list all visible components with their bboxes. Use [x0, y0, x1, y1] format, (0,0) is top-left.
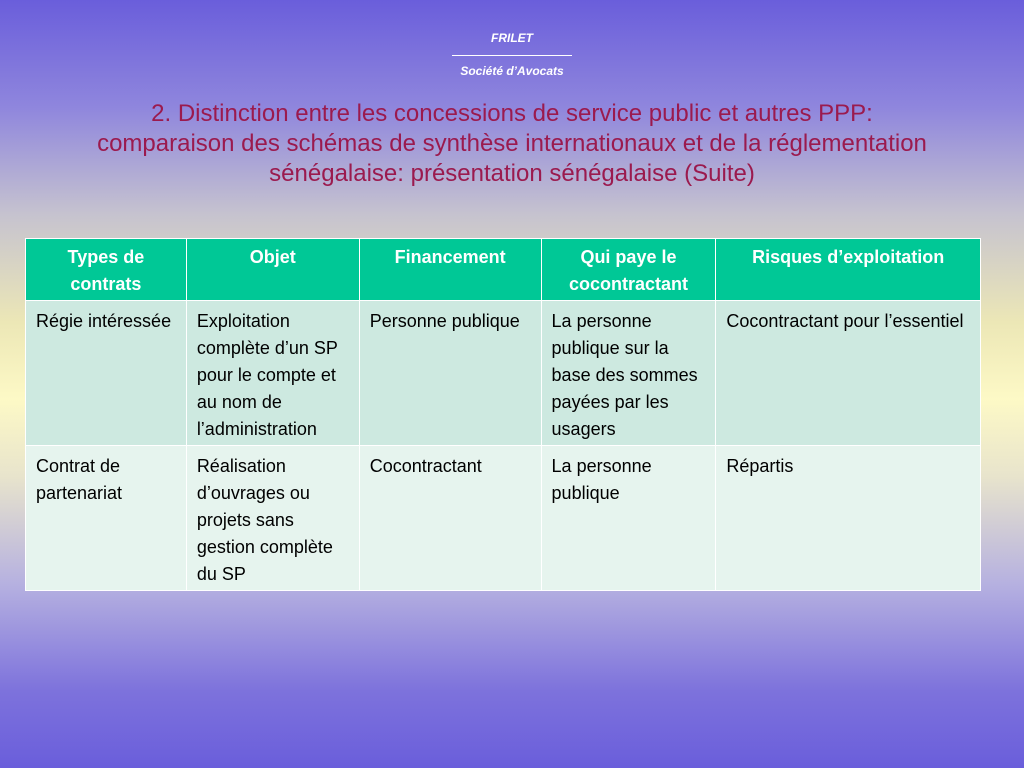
table-cell: Régie intéressée: [26, 301, 187, 446]
firm-subtitle: Société d’Avocats: [460, 64, 564, 78]
table-cell: Personne publique: [359, 301, 541, 446]
table-cell: Cocontractant pour l’essentiel: [716, 301, 981, 446]
table-cell: Réalisation d’ouvrages ou projets sans gestion complète du SP: [186, 446, 359, 591]
header-objet: Objet: [186, 239, 359, 301]
header-financement: Financement: [359, 239, 541, 301]
table-header-row: [26, 239, 981, 301]
table-cell: Contrat de partenariat: [26, 446, 187, 591]
table-row: [26, 446, 981, 591]
header-divider: [452, 55, 572, 56]
header-risques: Risques d’exploitation: [716, 239, 981, 301]
slide-title: 2. Distinction entre les concessions de service public et autres PPP: comparaison des schémas de synthèse internationaux et de la réglementation sénégalaise: présentation sénégalaise (Suite): [97, 100, 927, 187]
header-qui-paye: Qui paye le cocontractant: [541, 239, 716, 301]
table-row: [26, 301, 981, 446]
slide-header: [0, 31, 1024, 78]
table-cell: Répartis: [716, 446, 981, 591]
comparison-table: [25, 238, 981, 591]
header-types-de-contrats: Types de contrats: [26, 239, 187, 301]
table-cell: Exploitation complète d’un SP pour le compte et au nom de l’administration: [186, 301, 359, 446]
table-cell: Cocontractant: [359, 446, 541, 591]
firm-name: FRILET: [491, 31, 533, 45]
table-cell: La personne publique sur la base des sommes payées par les usagers: [541, 301, 716, 446]
table-cell: La personne publique: [541, 446, 716, 591]
